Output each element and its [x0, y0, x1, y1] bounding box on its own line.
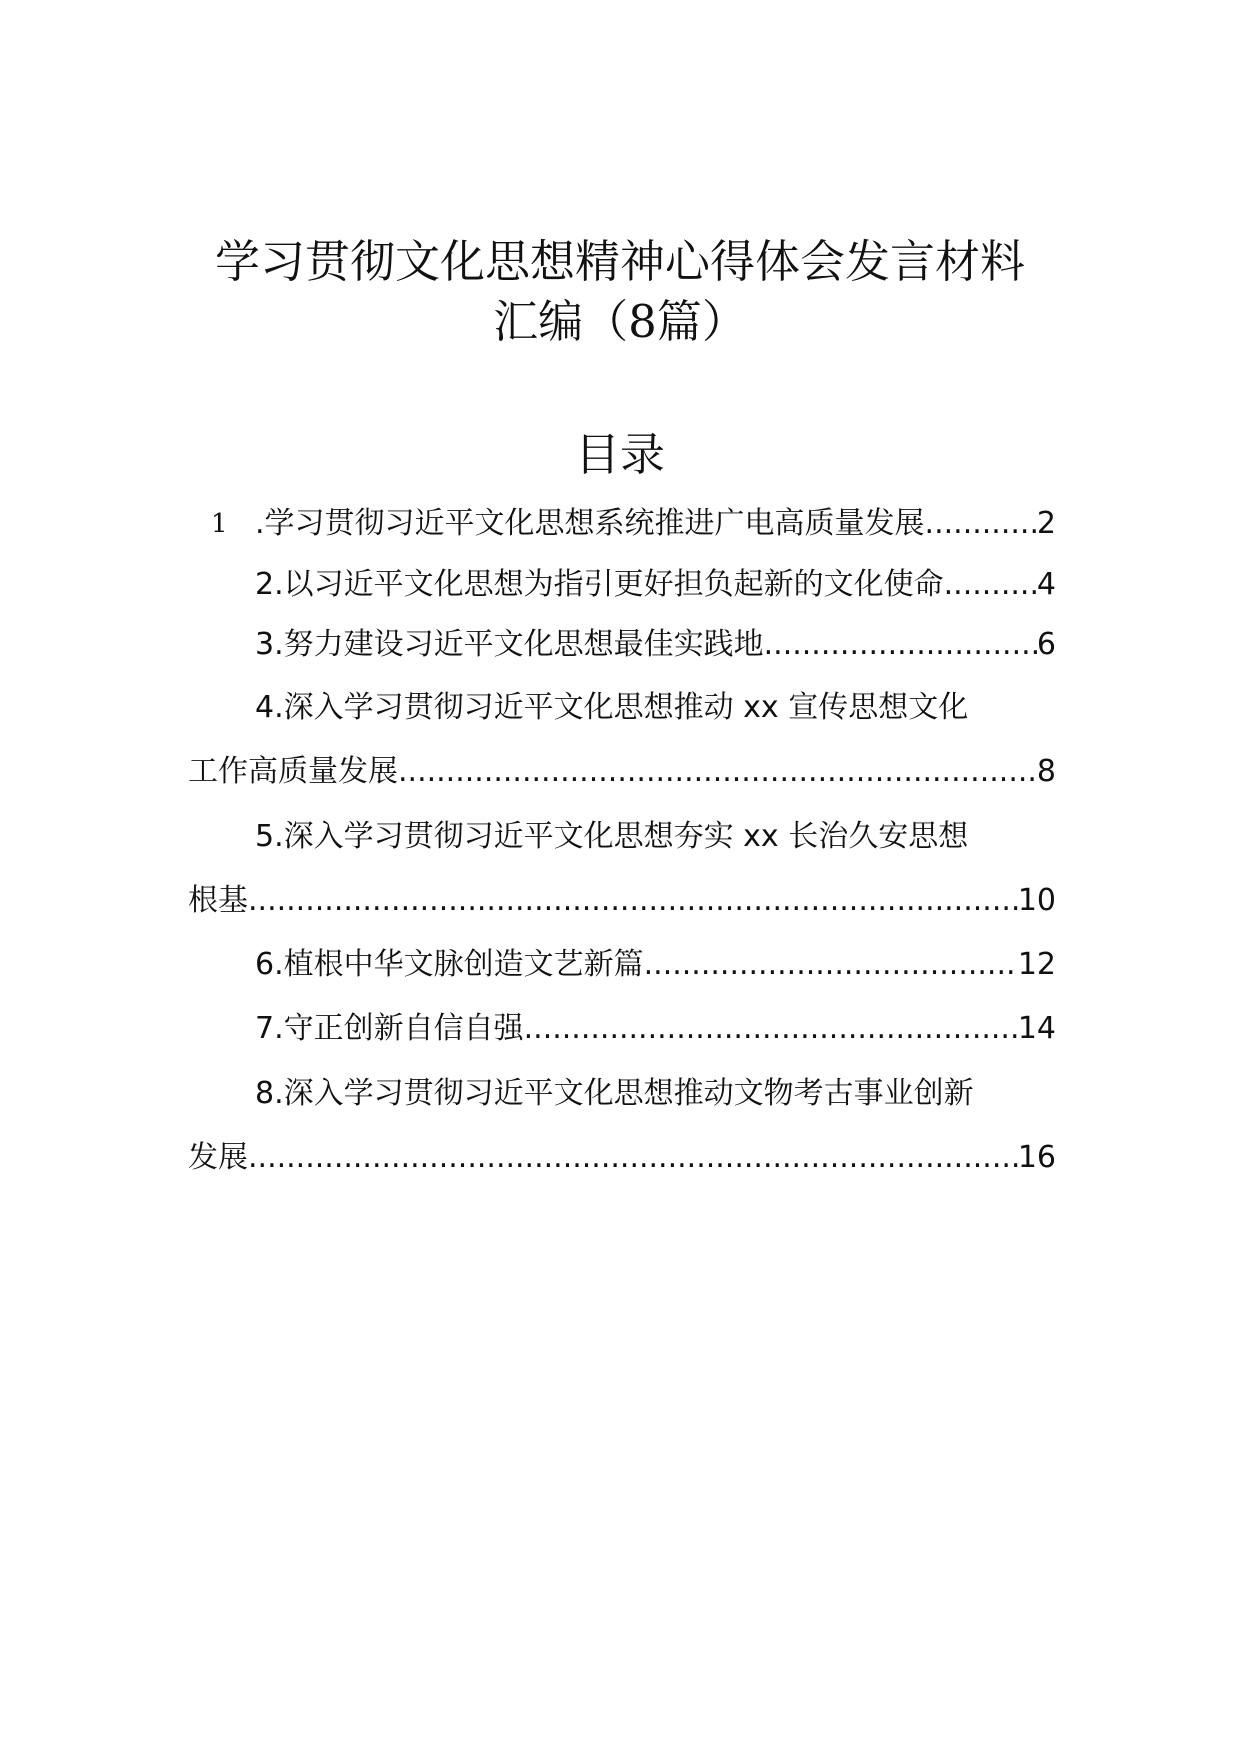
toc-entry-title: 6.植根中华文脉创造文艺新篇 [255, 947, 644, 982]
stray-number: 1 [211, 509, 228, 539]
toc-entry-title-continued: 发展 [188, 1140, 248, 1175]
toc-page-number: 16 [1017, 1140, 1056, 1175]
toc-page-number: 2 [1036, 506, 1056, 541]
toc-entry-5-line-1[interactable] [188, 815, 1056, 859]
toc-page-number: 8 [1036, 754, 1056, 789]
toc-leader [944, 563, 1037, 607]
toc-entry-title-continued: 根基 [188, 883, 248, 918]
toc-leader [644, 943, 1018, 987]
toc-page-number: 14 [1017, 1011, 1056, 1046]
toc-leader [248, 1136, 1018, 1180]
toc-leader [248, 879, 1018, 923]
toc-entry-5-line-2[interactable] [188, 879, 1056, 923]
toc-entry-title: 5.深入学习贯彻习近平文化思想夯实 xx 长治久安思想 [255, 819, 969, 854]
toc-entry-title: 2.以习近平文化思想为指引更好担负起新的文化使命 [255, 567, 944, 602]
toc-entry-1[interactable] [188, 502, 1056, 546]
toc-entry-4-line-2[interactable] [188, 750, 1056, 794]
toc-page-number: 4 [1036, 567, 1056, 602]
title-suffix: 篇） [656, 295, 747, 348]
toc-entry-title: .学习贯彻习近平文化思想系统推进广电高质量发展 [255, 506, 925, 541]
toc-entry-title: 8.深入学习贯彻习近平文化思想推动文物考古事业创新 [255, 1076, 974, 1111]
toc-page-number: 6 [1036, 627, 1056, 662]
toc-entry-title: 4.深入学习贯彻习近平文化思想推动 xx 宣传思想文化 [255, 690, 969, 725]
document-title-line-2 [120, 292, 1120, 352]
toc-leader [398, 750, 1037, 794]
toc-entry-4-line-1[interactable] [188, 686, 1056, 730]
toc-entry-7[interactable] [188, 1007, 1056, 1051]
toc-entry-title-continued: 工作高质量发展 [188, 754, 398, 789]
toc-heading: 目录 [574, 428, 665, 481]
toc-leader [925, 502, 1037, 546]
toc-entry-8-line-2[interactable] [188, 1136, 1056, 1180]
title-count: 8 [628, 295, 657, 348]
toc-entry-2[interactable] [188, 563, 1056, 607]
toc-entry-3[interactable] [188, 623, 1056, 667]
title-prefix: 汇编（ [493, 295, 629, 348]
toc-entry-title: 7.守正创新自信自强 [255, 1011, 524, 1046]
toc-page-number: 10 [1017, 883, 1056, 918]
toc-entry-6[interactable] [188, 943, 1056, 987]
toc-page-number: 12 [1017, 947, 1056, 982]
document-title-line-1: 学习贯彻文化思想精神心得体会发言材料 [214, 235, 1025, 288]
toc-leader [524, 1007, 1018, 1051]
toc-entry-title: 3.努力建设习近平文化思想最佳实践地 [255, 627, 764, 662]
toc-leader [764, 623, 1037, 667]
toc-entry-8-line-1[interactable] [188, 1072, 1056, 1116]
